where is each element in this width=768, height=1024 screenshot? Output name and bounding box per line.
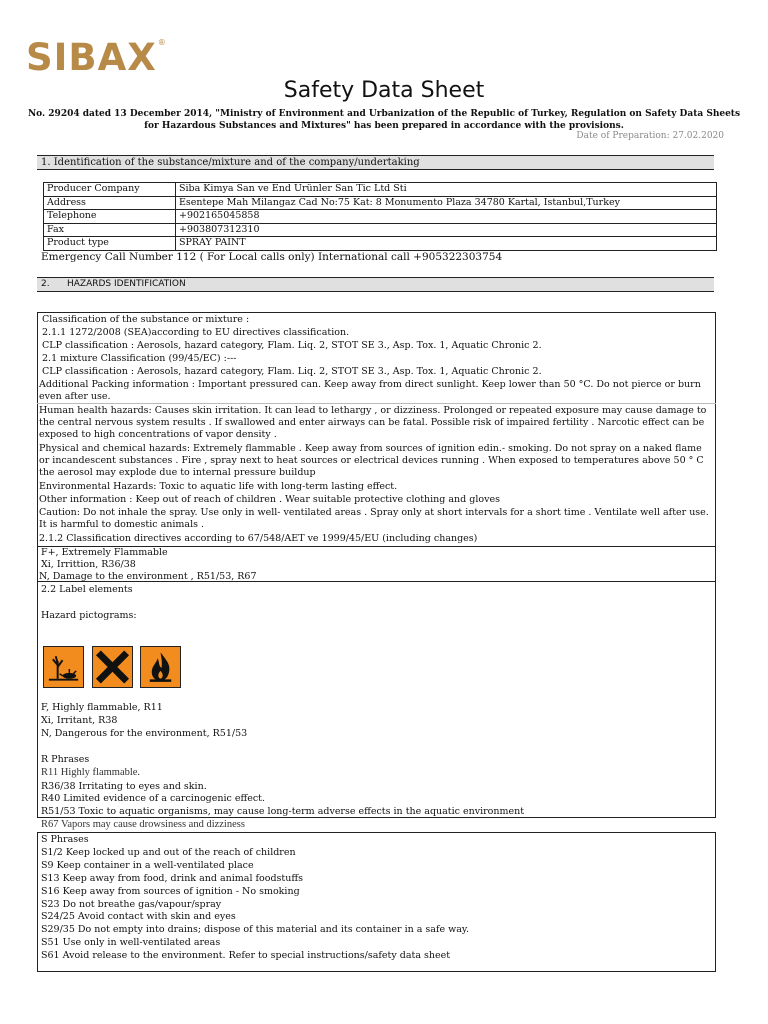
classification-line: Classification of the substance or mixture :	[42, 314, 250, 325]
harmful-cross-icon	[92, 646, 133, 688]
row-key: Producer Company	[44, 183, 176, 197]
classification-directives: 2.1.2 Classification directives according to 67/548/AET ve 1999/45/EU (including changes)	[39, 533, 478, 544]
row-key: Fax	[44, 223, 176, 237]
section-2-title: HAZARDS IDENTIFICATION	[67, 279, 186, 289]
label-elements-heading: 2.2 Label elements	[41, 584, 133, 595]
flame-icon	[140, 646, 181, 688]
s-phrase: S24/25 Avoid contact with skin and eyes	[41, 911, 236, 922]
section-1-heading: 1. Identification of the substance/mixture and of the company/undertaking	[37, 155, 714, 170]
environmental-hazards: Environmental Hazards: Toxic to aquatic life with long-term lasting effect.	[39, 481, 398, 492]
directive-item: N, Damage to the environment , R51/53, R67	[39, 571, 257, 582]
row-value: +903807312310	[176, 223, 717, 237]
directive-item: Xi, Irrittion, R36/38	[41, 559, 136, 570]
s-phrase: S13 Keep away from food, drink and animal foodstuffs	[41, 873, 303, 884]
registered-mark: ®	[157, 38, 166, 47]
s-phrase: S29/35 Do not empty into drains; dispose of this material and its container in a safe way.	[41, 924, 470, 935]
subtitle-line-2: for Hazardous Substances and Mixtures" has been prepared in accordance with the provisions.	[144, 121, 624, 131]
logo-text: SIBAX	[26, 36, 157, 79]
row-value: SPRAY PAINT	[176, 237, 717, 251]
table-row	[44, 223, 717, 237]
symbol-line: Xi, Irritant, R38	[41, 715, 118, 726]
table-row	[44, 183, 717, 197]
symbol-line: N, Dangerous for the environment, R51/53	[41, 728, 248, 739]
packing-information: Additional Packing information : Important pressured can. Keep away from direct sunlight. Keep lower than 50 °C. Do not pierce or burn even after use.	[39, 379, 701, 402]
caution-text: Caution: Do not inhale the spray. Use only in well- ventilated areas . Spray only at short intervals for a short time . Ventilate well after use. It is harmful to domestic animals .	[39, 507, 709, 530]
s-phrase: S9 Keep container in a well-ventilated place	[41, 860, 254, 871]
row-value: Siba Kimya San ve End Urünler San Tic Ltd Sti	[176, 183, 717, 197]
classification-line: 2.1.1 1272/2008 (SEA)according to EU directives classification.	[42, 327, 350, 338]
subtitle-line-1: No. 29204 dated 13 December 2014, "Ministry of Environment and Urbanization of the Republic of Turkey, Regulation on Safety Data Sheets	[27, 109, 741, 119]
s-phrases-title: S Phrases	[41, 834, 89, 845]
r-phrase: R11 Highly flammable.	[41, 767, 141, 778]
emergency-call-number: Emergency Call Number 112 ( For Local calls only) International call +905322303754	[41, 251, 503, 263]
row-key: Product type	[44, 237, 176, 251]
r-phrase: R36/38 Irritating to eyes and skin.	[41, 781, 207, 792]
classification-line: 2.1 mixture Classification (99/45/EC) :---	[42, 353, 237, 364]
other-information: Other information : Keep out of reach of children . Wear suitable protective clothing and gloves	[39, 494, 500, 505]
classification-line: CLP classification : Aerosols, hazard category, Flam. Liq. 2, STOT SE 3., Asp. Tox. 1, Aquatic Chronic 2.	[42, 366, 542, 377]
r-phrase: R40 Limited evidence of a carcinogenic effect.	[41, 793, 266, 804]
symbol-line: F, Highly flammable, R11	[41, 702, 163, 713]
s-phrase: S51 Use only in well-ventilated areas	[41, 937, 221, 948]
section-2-heading	[37, 277, 714, 292]
table-row	[44, 237, 717, 251]
identification-table	[43, 182, 717, 251]
sibax-logo	[26, 38, 166, 78]
s-phrase: S61 Avoid release to the environment. Refer to special instructions/safety data sheet	[41, 950, 451, 961]
r-phrase: R51/53 Toxic to aquatic organisms, may cause long-term adverse effects in the aquatic environment	[41, 806, 525, 817]
human-health-hazards: Human health hazards: Causes skin irritation. It can lead to lethargy , or dizziness. Prolonged or repeated exposure may cause damage to the central nervous system results . If swallowed and enter airways can be fatal. Possible risk of impaired fertility . Narcotic effect can be exposed to high concentrations of vapor density .	[39, 405, 707, 440]
row-value: Esentepe Mah Milangaz Cad No:75 Kat: 8 Monumento Plaza 34780 Kartal, Istanbul,Turkey	[176, 196, 717, 210]
table-row	[44, 210, 717, 224]
divider	[37, 403, 716, 404]
r-phrase: R67 Vapors may cause drowsiness and dizziness	[41, 819, 245, 830]
physical-chemical-hazards: Physical and chemical hazards: Extremely flammable . Keep away from sources of ignition edin.- smoking. Do not spray on a naked flame or incandescent substances . Fire , spray next to heat sources or electrical devices running . When exposed to temperatures above 50 ° C the aerosol may explode due to internal pressure buildup	[39, 443, 704, 478]
date-of-preparation: Date of Preparation: 27.02.2020	[576, 131, 724, 141]
row-key: Telephone	[44, 210, 176, 224]
directive-item: F+, Extremely Flammable	[41, 547, 168, 558]
regulation-subtitle	[0, 108, 768, 132]
row-value: +902165045858	[176, 210, 717, 224]
table-row	[44, 196, 717, 210]
r-phrases-title: R Phrases	[41, 754, 90, 765]
page-title: Safety Data Sheet	[283, 78, 485, 103]
s-phrase: S16 Keep away from sources of ignition - No smoking	[41, 886, 300, 897]
row-key: Address	[44, 196, 176, 210]
section-2-number: 2.	[41, 279, 50, 289]
environment-hazard-icon	[43, 646, 84, 688]
classification-line: CLP classification : Aerosols, hazard category, Flam. Liq. 2, STOT SE 3., Asp. Tox. 1, Aquatic Chronic 2.	[42, 340, 542, 351]
hazard-pictograms-label: Hazard pictograms:	[41, 610, 137, 621]
s-phrase: S1/2 Keep locked up and out of the reach of children	[41, 847, 296, 858]
s-phrase: S23 Do not breathe gas/vapour/spray	[41, 899, 222, 910]
